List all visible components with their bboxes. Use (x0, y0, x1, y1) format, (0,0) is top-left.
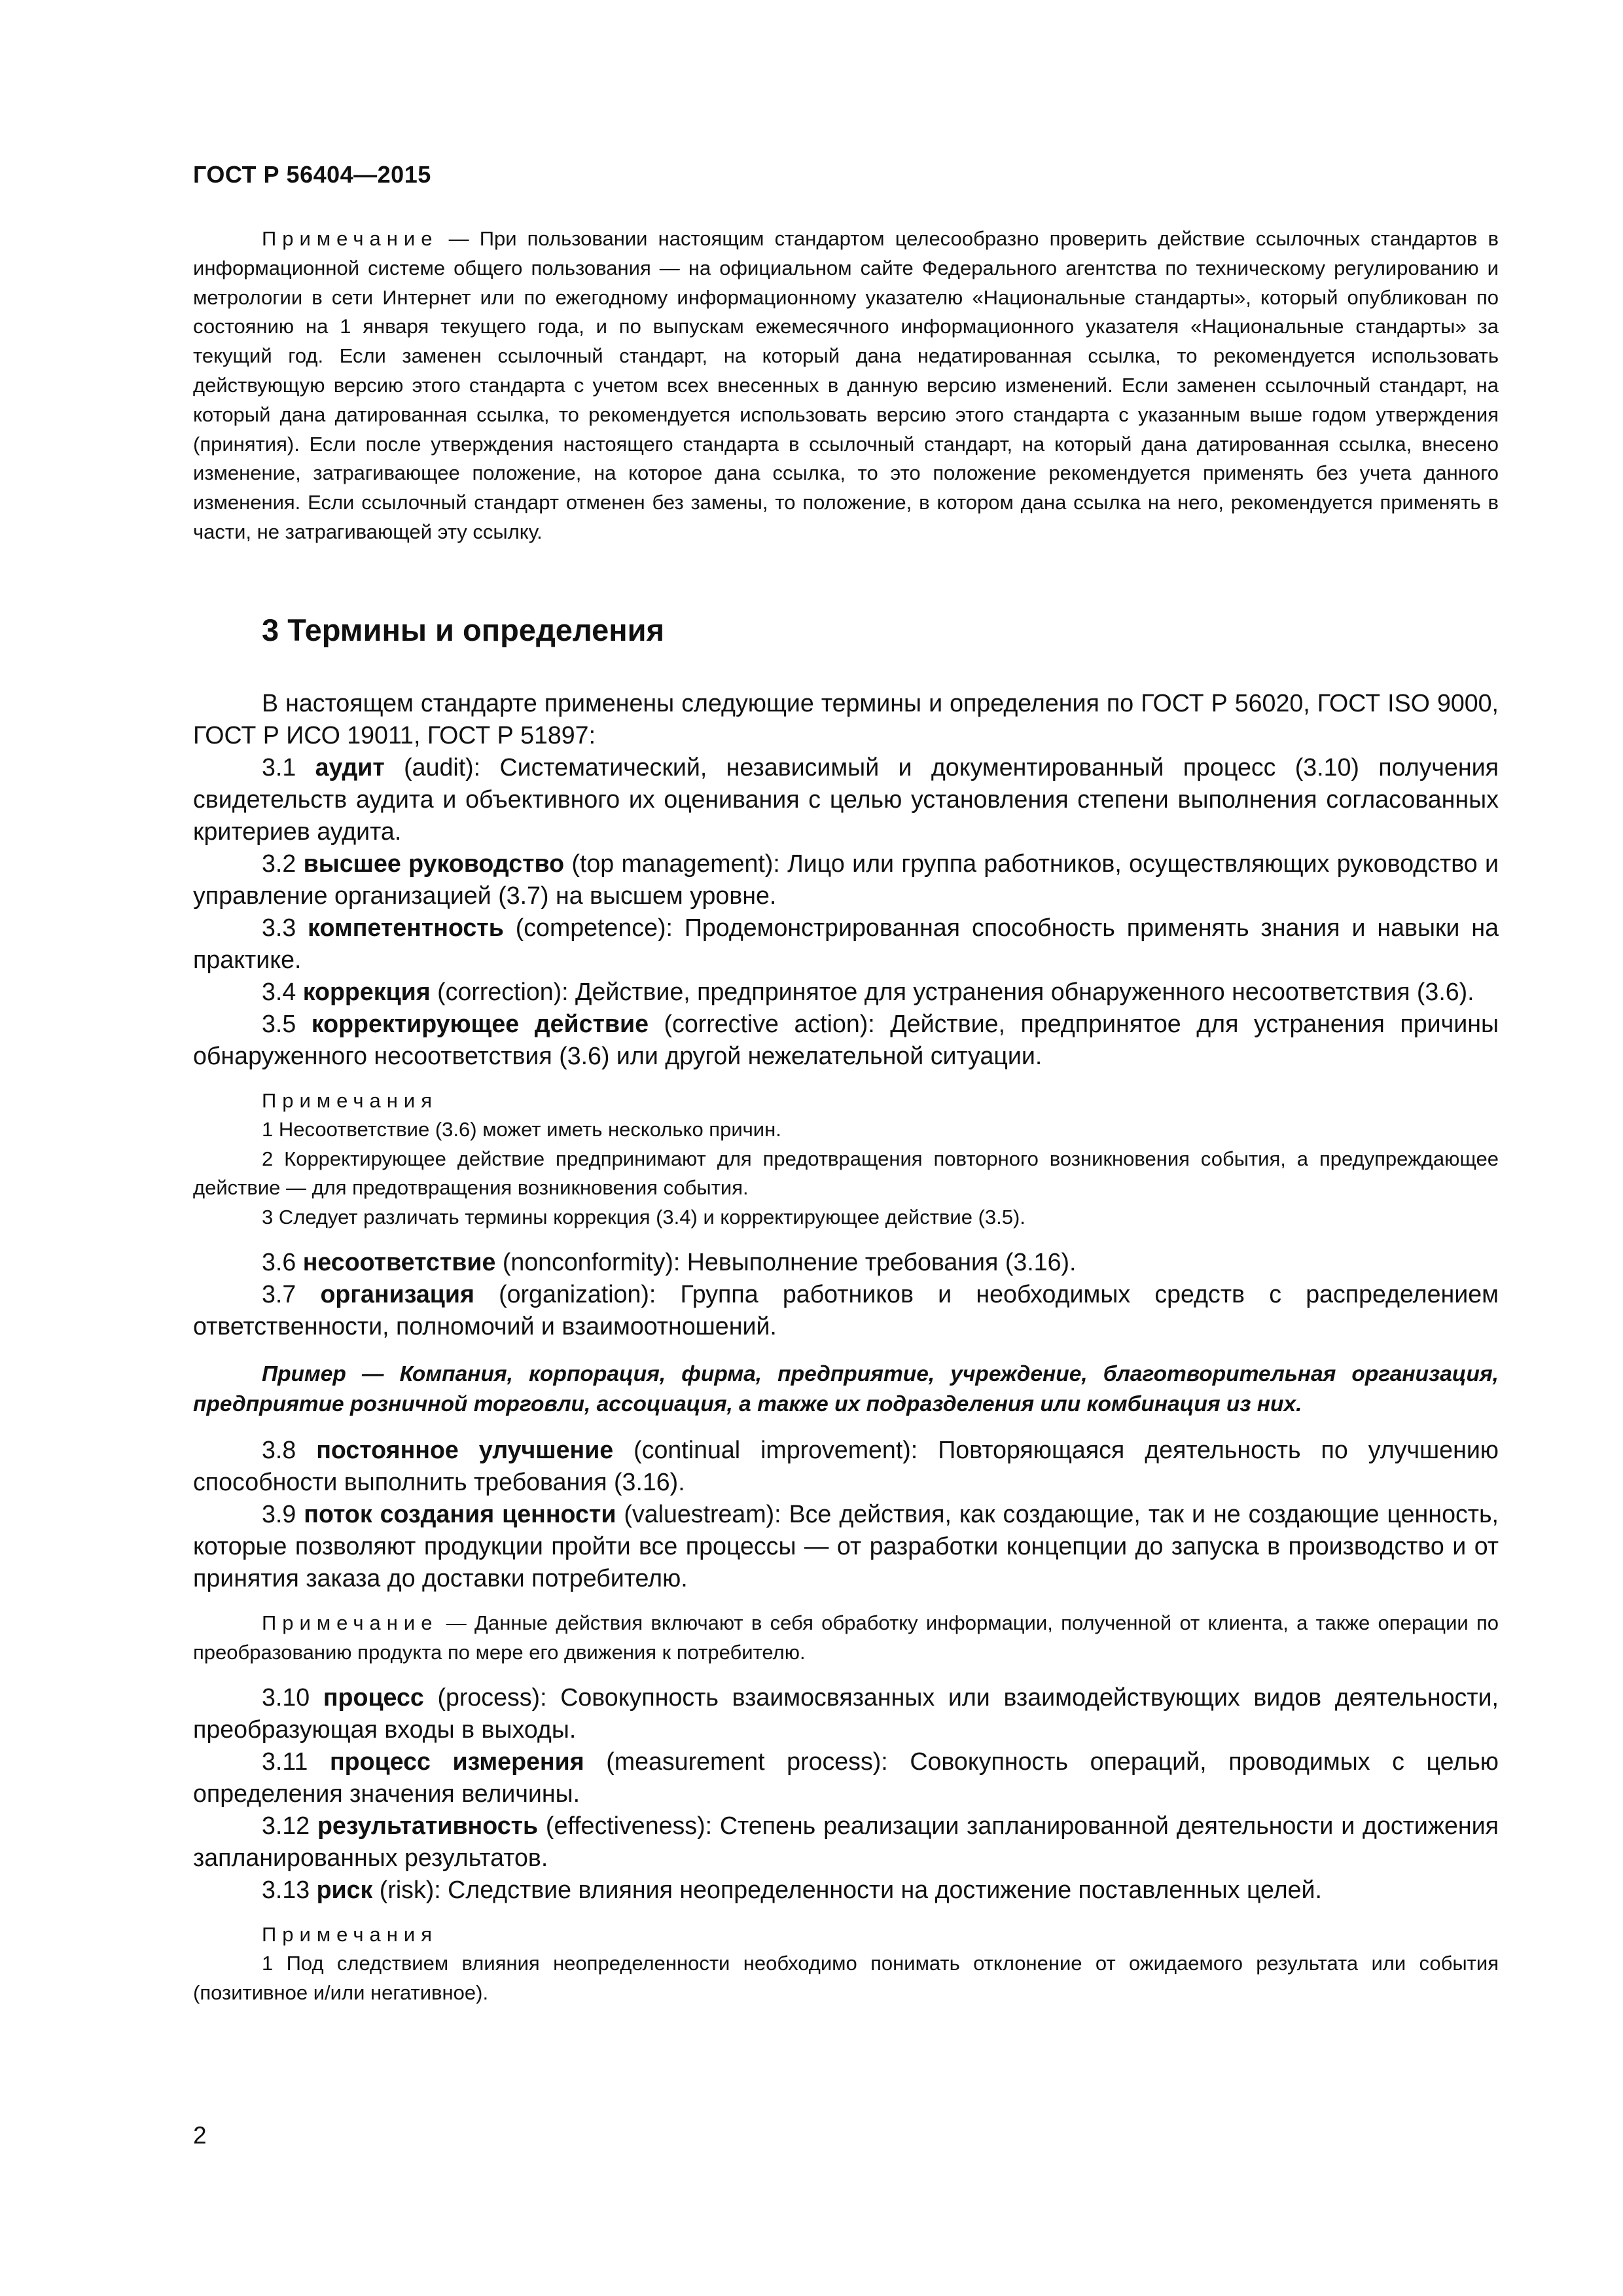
note-item: 2 Корректирующее действие предпринимают для предотвращения повторного возникновения события, а предупреждающее действие — для предотвращения возникновения события. (193, 1147, 1499, 1199)
term-definition: (continual improvement): Повторяющаяся деятельность по улучшению способности выполнить требования (3.16). (193, 1436, 1499, 1496)
notes-3-13 (193, 1920, 1499, 2007)
term-number: 3.6 (262, 1248, 303, 1276)
term-3-6 (193, 1246, 1499, 1278)
term-3-5 (193, 1008, 1499, 1072)
term-3-1 (193, 751, 1499, 848)
notes-heading: Примечания (262, 1089, 438, 1112)
term-definition: (competence): Продемонстрированная способность применять знания и навыки на практике. (193, 914, 1499, 973)
term-3-2 (193, 848, 1499, 912)
term-name: процесс (323, 1683, 424, 1711)
term-name: организация (320, 1280, 474, 1308)
term-3-12 (193, 1810, 1499, 1874)
term-number: 3.9 (262, 1500, 304, 1528)
term-number: 3.7 (262, 1280, 321, 1308)
section-content (193, 687, 1499, 2022)
term-definition: (process): Совокупность взаимосвязанных или взаимодействующих видов деятельности, преобразующая входы в выходы. (193, 1683, 1499, 1743)
example-3-7: Пример — Компания, корпорация, фирма, предприятие, учреждение, благотворительная организация, предприятие розничной торговли, ассоциация, а также их подразделения или комбинация из них. (193, 1362, 1499, 1416)
note-label: Примечание (262, 1611, 438, 1634)
term-name: риск (316, 1876, 373, 1903)
term-name: аудит (315, 753, 385, 781)
term-number: 3.10 (262, 1683, 323, 1711)
term-name: коррекция (302, 978, 431, 1005)
note-item: 1 Несоответствие (3.6) может иметь несколько причин. (262, 1118, 781, 1141)
term-number: 3.4 (262, 978, 303, 1005)
term-name: результативность (317, 1812, 539, 1839)
note-text: — При пользовании настоящим стандартом целесообразно проверить действие ссылочных стандартов в информационной системе общего пользования — на официальном сайте Федерального агентства по техническому регулированию и метрологии в сети Интернет или по ежегодному информационному указателю «Национальные стандарты», который опубликован по состоянию на 1 января текущего года, и по выпускам ежемесячного информационного указателя «Национальные стандарты» за текущий год. Если заменен ссылочный стандарт, на который дана недатированная ссылка, то рекомендуется использовать действующую версию этого стандарта с учетом всех внесенных в данную версию изменений. Если заменен ссылочный стандарт, на который дана датированная ссылка, то рекомендуется использовать версию этого стандарта с указанным выше годом утверждения (принятия). Если после утверждения настоящего стандарта в ссылочный стандарт, на который дана датированная ссылка, внесено изменение, затрагивающее положение, на которое дана ссылка, то это положение рекомендуется применять без учета данного изменения. Если ссылочный стандарт отменен без замены, то положение, в котором дана ссылка на него, рекомендуется применять в части, не затрагивающей эту ссылку. (193, 227, 1499, 543)
term-number: 3.5 (262, 1010, 312, 1037)
note-item: 1 Под следствием влияния неопределенности необходимо понимать отклонение от ожидаемого результата или события (позитивное и/или негативное). (193, 1952, 1499, 2004)
term-definition: (effectiveness): Степень реализации запланированной деятельности и достижения запланированных результатов. (193, 1812, 1499, 1871)
term-definition: (audit): Систематический, независимый и документированный процесс (3.10) получения свидетельств аудита и объективного их оценивания с целью установления степени выполнения согласованных критериев аудита. (193, 753, 1499, 845)
term-3-10 (193, 1681, 1499, 1746)
term-definition: (corrective action): Действие, предпринятое для устранения причины обнаруженного несоответствия (3.6) или другой нежелательной ситуации. (193, 1010, 1499, 1069)
term-number: 3.13 (262, 1876, 317, 1903)
document-header: ГОСТ Р 56404—2015 (193, 161, 431, 188)
section-title: 3 Термины и определения (262, 613, 664, 647)
term-3-4 (193, 976, 1499, 1008)
term-definition: (correction): Действие, предпринятое для устранения обнаруженного несоответствия (3.6). (430, 978, 1474, 1005)
term-definition: (organization): Группа работников и необходимых средств с распределением ответственности, полномочий и взаимоотношений. (193, 1280, 1499, 1340)
notes-heading: Примечания (262, 1923, 438, 1946)
term-number: 3.1 (262, 753, 315, 781)
notes-3-5 (193, 1086, 1499, 1232)
term-definition: (nonconformity): Невыполнение требования (3.16). (495, 1248, 1077, 1276)
term-definition: (valuestream): Все действия, как создающие, так и не создающие ценность, которые позволяют продукции пройти все процессы — от разработки концепции до запуска в производство и от принятия заказа до доставки потребителю. (193, 1500, 1499, 1592)
note-item (193, 1609, 1499, 1667)
term-definition: (risk): Следствие влияния неопределенности на достижение поставленных целей. (372, 1876, 1322, 1903)
term-name: корректирующее действие (311, 1010, 649, 1037)
term-name: процесс измерения (329, 1748, 584, 1775)
term-3-11 (193, 1746, 1499, 1810)
term-number: 3.2 (262, 850, 304, 877)
term-definition: (measurement process): Совокупность операций, проводимых с целью определения значения величины. (193, 1748, 1499, 1807)
term-3-3 (193, 912, 1499, 976)
term-name: высшее руководство (303, 850, 565, 877)
term-3-8 (193, 1434, 1499, 1498)
section-intro: В настоящем стандарте применены следующие термины и определения по ГОСТ Р 56020, ГОСТ ISO 9000, ГОСТ Р ИСО 19011, ГОСТ Р 51897: (193, 689, 1499, 749)
term-number: 3.12 (262, 1812, 317, 1839)
term-name: несоответствие (302, 1248, 496, 1276)
term-3-7 (193, 1278, 1499, 1342)
note-label: Примечание (262, 227, 438, 250)
note-text: — Данные действия включают в себя обработку информации, полученной от клиента, а также операции по преобразованию продукта по мере его движения к потребителю. (193, 1611, 1499, 1664)
term-number: 3.11 (262, 1748, 330, 1775)
term-definition: (top management): Лицо или группа работников, осуществляющих руководство и управление организацией (3.7) на высшем уровне. (193, 850, 1499, 909)
note-item: 3 Следует различать термины коррекция (3.4) и корректирующее действие (3.5). (262, 1205, 1026, 1229)
term-3-13 (193, 1874, 1499, 1906)
note-3-9 (193, 1609, 1499, 1667)
term-name: компетентность (308, 914, 504, 941)
page-number: 2 (193, 2122, 207, 2149)
term-name: постоянное улучшение (316, 1436, 614, 1463)
term-name: поток создания ценности (304, 1500, 616, 1528)
term-number: 3.3 (262, 914, 308, 941)
term-3-9 (193, 1498, 1499, 1594)
term-number: 3.8 (262, 1436, 317, 1463)
reference-note (193, 224, 1499, 547)
